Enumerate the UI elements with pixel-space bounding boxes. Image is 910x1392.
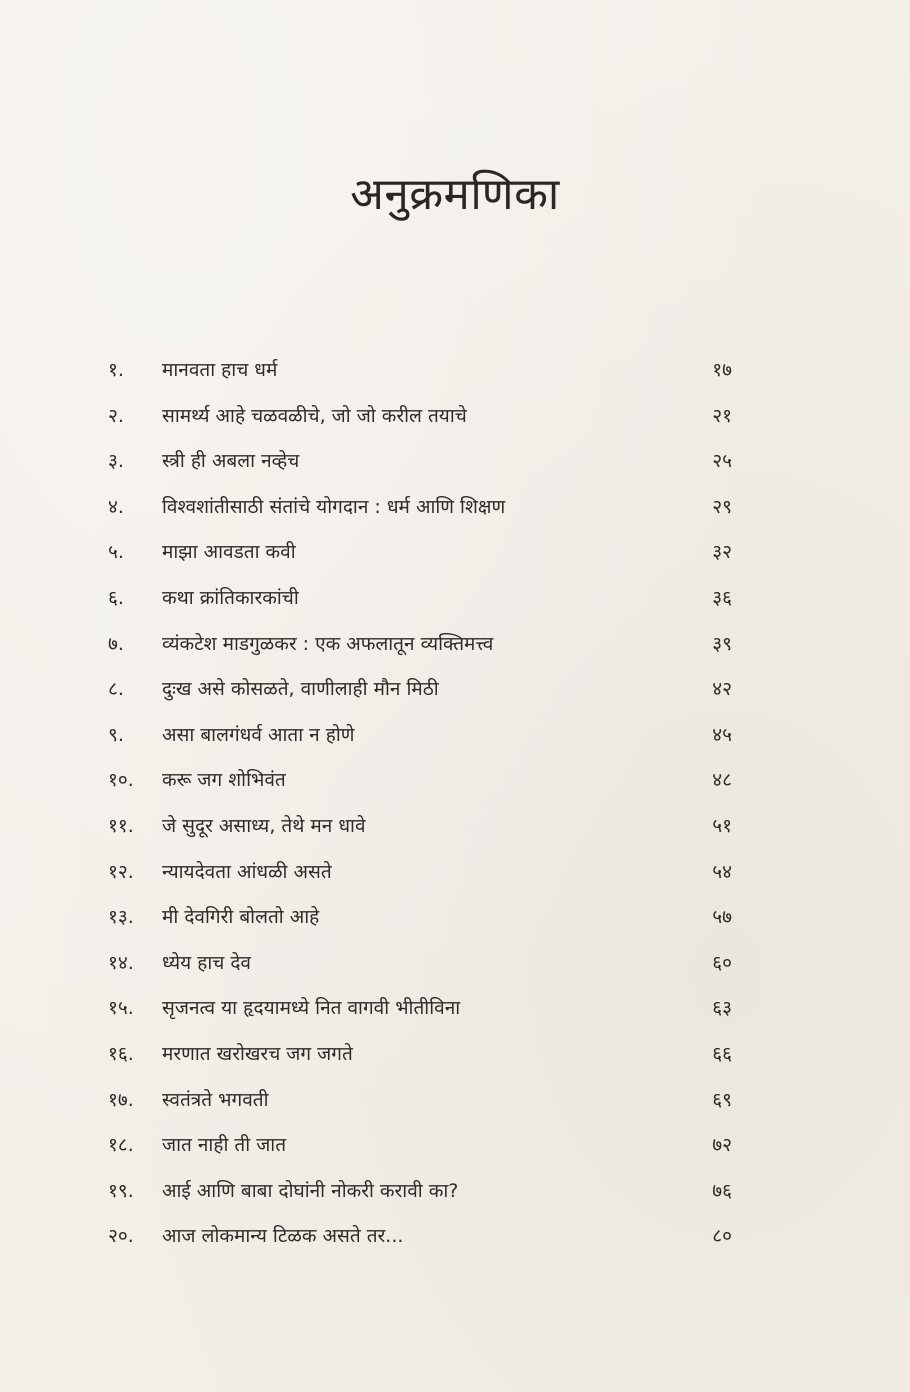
entry-title: मरणात खरोखरच जग जगते [162, 1042, 353, 1065]
entry-page-number: १७ [712, 359, 732, 381]
entry-title: मानवता हाच धर्म [162, 359, 278, 381]
entry-number: ८. [108, 678, 124, 701]
entry-number: १७. [108, 1088, 134, 1111]
entry-number: २. [108, 404, 124, 427]
toc-entry [0, 489, 910, 535]
entry-number: ३. [108, 450, 124, 473]
toc-entry [0, 717, 910, 763]
entry-page-number: ६३ [712, 997, 732, 1020]
entry-number: २०. [108, 1225, 134, 1248]
entry-number: १३. [108, 906, 134, 929]
entry-page-number: ५१ [712, 814, 732, 837]
toc-entry [0, 580, 910, 626]
entry-title: माझा आवडता कवी [162, 541, 296, 564]
toc-entry [0, 762, 910, 808]
entry-number: १. [108, 359, 124, 381]
entry-title: करू जग शोभिवंत [162, 769, 286, 792]
entry-title: स्वतंत्रते भगवती [162, 1088, 269, 1111]
entry-page-number: ३६ [712, 586, 732, 609]
entry-title: असा बालगंधर्व आता न होणे [162, 723, 355, 746]
entry-number: ४. [108, 495, 124, 518]
entry-title: ध्येय हाच देव [162, 951, 251, 974]
toc-entry [0, 1082, 910, 1128]
entry-number: ९. [108, 723, 124, 746]
toc-entry [0, 945, 910, 991]
entry-page-number: २९ [712, 495, 732, 518]
toc-entry [0, 1127, 910, 1173]
toc-entry [0, 1218, 910, 1264]
entry-number: १८. [108, 1134, 134, 1157]
entry-page-number: ३९ [712, 632, 732, 655]
entry-title: कथा क्रांतिकारकांची [162, 586, 299, 609]
toc-entry [0, 534, 910, 580]
toc-entry [0, 671, 910, 717]
entry-page-number: ७२ [712, 1134, 732, 1157]
toc-entry [0, 990, 910, 1036]
toc-entry [0, 398, 910, 444]
entry-title: सामर्थ्य आहे चळवळीचे, जो जो करील तयाचे [162, 404, 467, 427]
entry-page-number: ४५ [712, 723, 732, 746]
entry-number: ५. [108, 541, 124, 564]
toc-entry [0, 808, 910, 854]
entry-page-number: ६६ [712, 1042, 732, 1065]
entry-number: ६. [108, 586, 124, 609]
entry-page-number: ६९ [712, 1088, 732, 1111]
entry-page-number: ७६ [712, 1179, 732, 1202]
entry-page-number: ३२ [712, 541, 732, 564]
entry-number: १९. [108, 1179, 134, 1202]
entry-title: जात नाही ती जात [162, 1134, 287, 1157]
entry-page-number: २१ [712, 404, 732, 427]
entry-title: स्त्री ही अबला नव्हेच [162, 450, 300, 473]
entry-number: १५. [108, 997, 134, 1020]
entry-number: १०. [108, 769, 134, 792]
entry-page-number: २५ [712, 450, 732, 473]
entry-title: आज लोकमान्य टिळक असते तर... [162, 1225, 404, 1248]
entry-title: न्यायदेवता आंधळी असते [162, 860, 332, 883]
entry-title: दुःख असे कोसळते, वाणीलाही मौन मिठी [162, 678, 439, 701]
entry-title: विश्वशांतीसाठी संतांचे योगदान : धर्म आणि शिक्षण [162, 495, 506, 518]
toc-entry [0, 854, 910, 900]
entry-number: १४. [108, 951, 134, 974]
entry-page-number: ८० [712, 1225, 732, 1248]
entry-title: मी देवगिरी बोलतो आहे [162, 906, 320, 929]
entry-number: १२. [108, 860, 134, 883]
entry-number: ११. [108, 814, 134, 837]
table-of-contents [0, 352, 910, 1264]
entry-page-number: ४२ [712, 678, 732, 701]
entry-title: जे सुदूर असाध्य, तेथे मन धावे [162, 814, 366, 837]
toc-entry [0, 1036, 910, 1082]
toc-entry [0, 352, 910, 398]
entry-page-number: ५७ [712, 906, 732, 929]
entry-title: व्यंकटेश माडगुळकर : एक अफलातून व्यक्तिमत्त्व [162, 632, 494, 655]
toc-entry [0, 1173, 910, 1219]
entry-page-number: ५४ [712, 860, 732, 883]
toc-entry [0, 899, 910, 945]
entry-page-number: ६० [712, 951, 732, 974]
entry-page-number: ४८ [712, 769, 732, 792]
entry-number: ७. [108, 632, 124, 655]
toc-entry [0, 443, 910, 489]
entry-number: १६. [108, 1042, 134, 1065]
entry-title: सृजनत्व या हृदयामध्ये नित वागवी भीतीविना [162, 997, 461, 1020]
toc-entry [0, 626, 910, 672]
entry-title: आई आणि बाबा दोघांनी नोकरी करावी का? [162, 1179, 459, 1202]
page-title: अनुक्रमणिका [350, 169, 560, 220]
